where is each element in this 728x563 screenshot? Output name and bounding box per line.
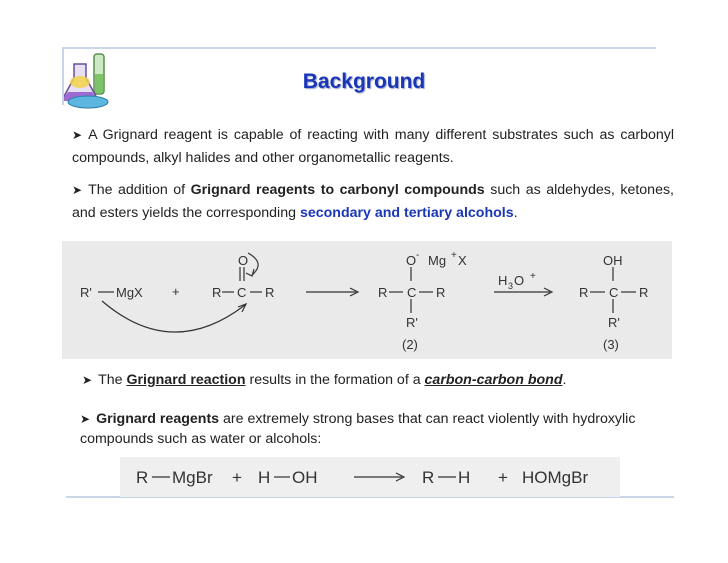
paragraph-strong-bases (80, 409, 680, 449)
paragraph2-highlight: secondary and tertiary alcohols (299, 205, 514, 221)
reagent-subscript: 3 (508, 281, 514, 291)
paragraph-grignard-reactivity (72, 124, 674, 170)
product-r-right: R (639, 285, 649, 300)
intermediate-oxygen-charge: - (416, 250, 420, 261)
paragraph3-end: . (562, 372, 567, 388)
arrow-bullet-icon: ➤ (72, 128, 83, 142)
water-rxn-h: H (258, 468, 271, 487)
paragraph-carbonyl-addition (72, 179, 674, 225)
paragraph2-pre: The addition of (88, 182, 186, 198)
paragraph2-bold: Grignard reagents to carbonyl compounds (190, 182, 485, 198)
product-label: (3) (603, 337, 619, 352)
frame-top-line (62, 47, 656, 49)
paragraph2-mid: such as aldehydes, ketones, and esters yields the corresponding (72, 182, 674, 221)
reaction-water-svg (120, 457, 620, 497)
paragraph2-end: . (513, 205, 518, 221)
product-carbon: C (609, 285, 619, 300)
intermediate-carbon: C (407, 285, 417, 300)
water-rxn-product-h: H (458, 468, 471, 487)
reaction-scheme-carbonyl (62, 241, 672, 359)
paragraph3-link: Grignard reaction (126, 372, 246, 388)
intermediate-r-bottom: R' (406, 315, 418, 330)
water-rxn-r: R (136, 468, 149, 487)
water-rxn-product-r: R (422, 468, 435, 487)
water-rxn-homgbr: HOMgBr (522, 468, 589, 487)
product-oh: OH (603, 253, 623, 268)
intermediate-r-left: R (378, 285, 388, 300)
intermediate-x: X (458, 253, 467, 268)
arrow-bullet-icon: ➤ (82, 373, 93, 387)
paragraph3-pre: The (98, 372, 123, 388)
paragraph1-text: A Grignard reagent is capable of reacting with many different substrates such as carbonyl compounds, alkyl halides and other organometallic reagents. (72, 127, 674, 166)
product-r-bottom: R' (608, 315, 620, 330)
arrow-bullet-icon: ➤ (72, 183, 83, 197)
slide-title: Background (302, 70, 426, 93)
reaction-scheme-water (120, 457, 620, 497)
reagent-o: O (514, 273, 525, 288)
paragraph4-rest: are extremely strong bases that can react violently with hydroxylic compounds such as water or alcohols: (80, 411, 636, 447)
carbonyl-r-right: R (265, 285, 275, 300)
intermediate-oxygen: O (406, 253, 417, 268)
arrow-bullet-icon: ➤ (80, 412, 91, 426)
reagent-h: H (498, 273, 508, 288)
intermediate-mg: Mg (428, 253, 447, 268)
intermediate-mg-charge: + (451, 250, 457, 261)
carbonyl-r-left: R (212, 285, 222, 300)
reaction-scheme-svg (62, 241, 672, 359)
intermediate-label: (2) (402, 337, 418, 352)
water-rxn-plus2: + (498, 468, 508, 487)
intermediate-r-right: R (436, 285, 446, 300)
reaction-plus: + (172, 284, 180, 299)
paragraph3-emph: carbon-carbon bond (424, 372, 563, 388)
water-rxn-mgbr: MgBr (172, 468, 213, 487)
water-rxn-oh: OH (292, 468, 318, 487)
water-rxn-plus1: + (232, 468, 242, 487)
paragraph3-mid: results in the formation of a (249, 372, 421, 388)
reagent-mgx: MgX (116, 285, 143, 300)
carbonyl-carbon: C (237, 285, 247, 300)
carbonyl-oxygen: O (238, 253, 249, 268)
reagent-plus: + (530, 271, 536, 282)
paragraph-carbon-bond (82, 372, 566, 388)
paragraph4-bold: Grignard reagents (96, 411, 220, 427)
product-r-left: R (579, 285, 589, 300)
reagent-r-prime: R' (80, 285, 92, 300)
